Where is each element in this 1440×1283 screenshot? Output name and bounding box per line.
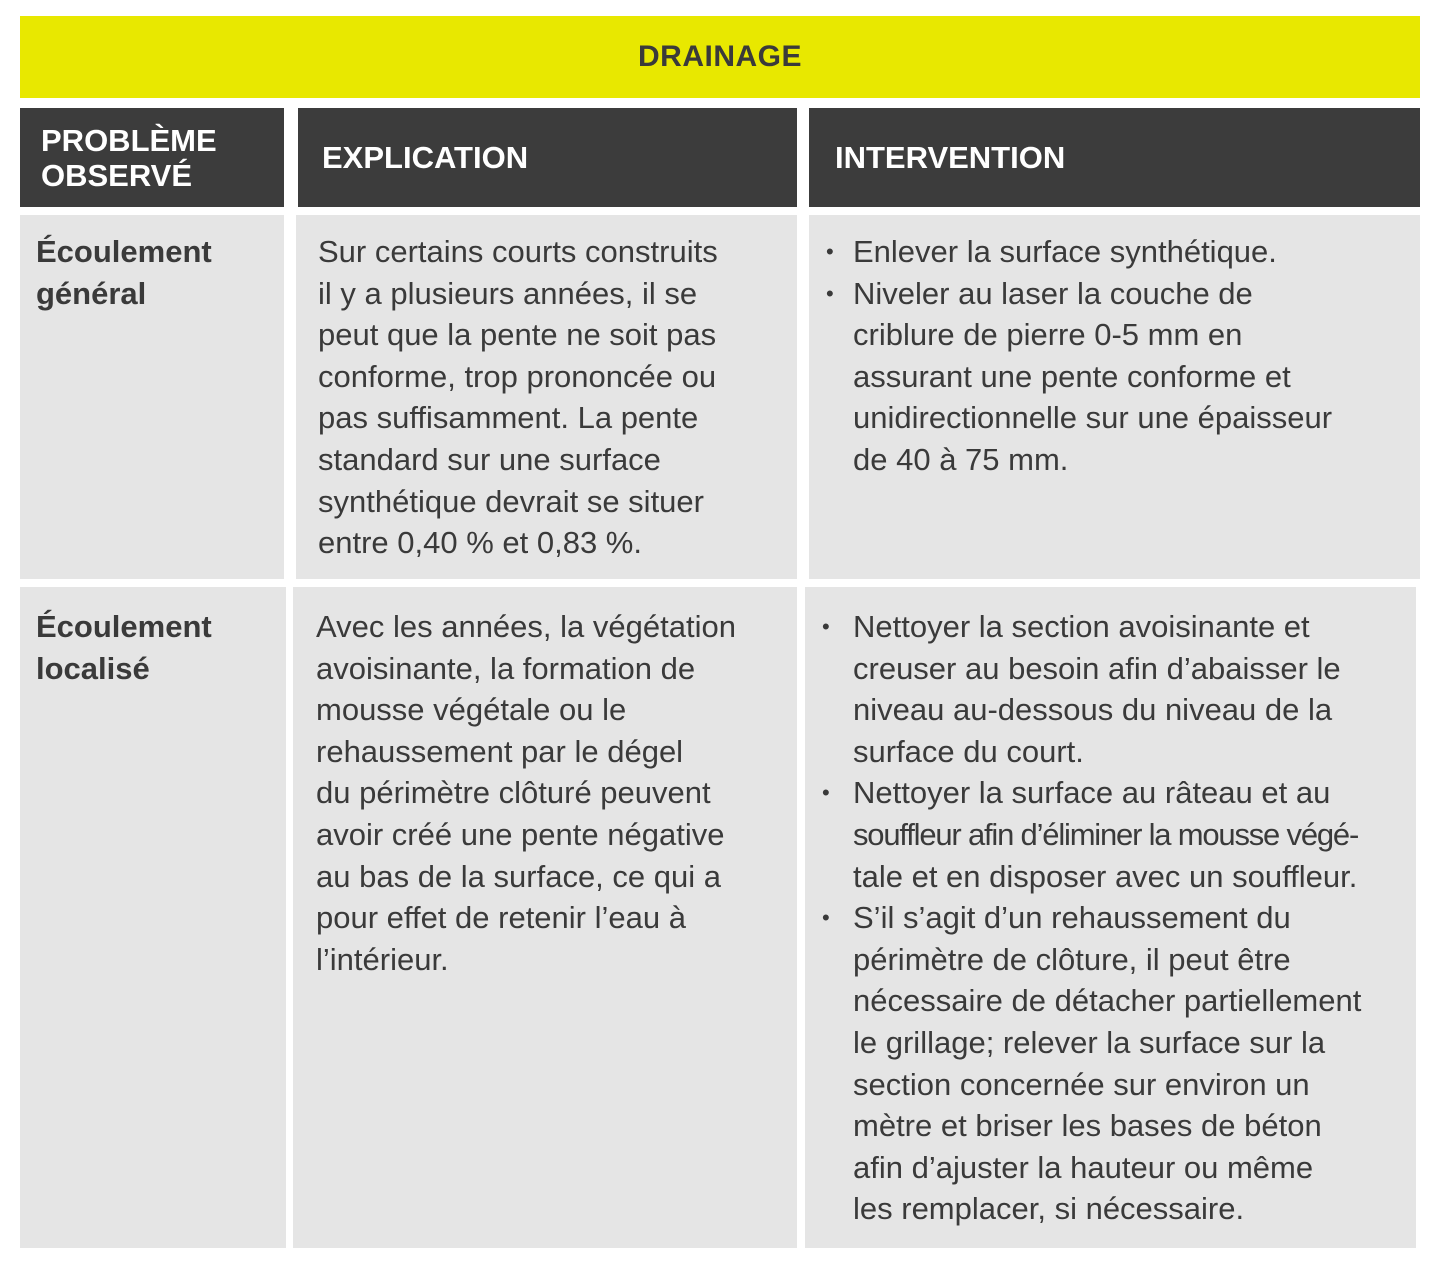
- list-item: [805, 772, 1416, 897]
- row-1-explanation-cell: [296, 215, 797, 579]
- list-item-line: • S’il s’agit d’un rehaussement du: [853, 900, 1291, 936]
- header-explanation: [298, 108, 797, 207]
- list-item-line: section concernée sur environ un: [853, 1066, 1310, 1102]
- row-2-intervention-list: [805, 606, 1416, 1230]
- list-item-line: tale et en disposer avec un souffleur.: [853, 858, 1358, 894]
- list-item-line: • Enlever la surface synthétique.: [853, 234, 1277, 269]
- list-item-line: mètre et briser les bases de béton: [853, 1108, 1322, 1144]
- row-2-explanation-line: Avec les années, la végétation: [316, 609, 736, 644]
- list-item-line: assurant une pente conforme et: [853, 358, 1291, 394]
- row-2-explanation-line: pour effet de retenir l’eau à: [316, 900, 686, 936]
- table-title: DRAINAGE: [637, 40, 802, 73]
- row-1-explanation-line: entre 0,40 % et 0,83 %.: [318, 525, 642, 561]
- row-1-problem-line: général: [36, 275, 147, 311]
- header-problem-line: PROBLÈME: [41, 122, 217, 158]
- list-item-line: périmètre de clôture, il peut être: [853, 941, 1291, 977]
- list-item: [805, 606, 1416, 772]
- row-1-explanation-line: Sur certains courts construits: [318, 234, 718, 269]
- row-1-problem-cell: [20, 215, 284, 579]
- list-item-line: les remplacer, si nécessaire.: [853, 1191, 1245, 1227]
- header-problem: [20, 108, 284, 207]
- row-2-explanation-line: avoisinante, la formation de: [316, 650, 696, 686]
- list-item-line: le grillage; relever la surface sur la: [853, 1024, 1326, 1060]
- row-2-explanation-line: avoir créé une pente négative: [316, 816, 725, 852]
- row-2-explanation-line: du périmètre clôturé peuvent: [316, 775, 711, 811]
- header-explanation-label: EXPLICATION: [322, 140, 529, 175]
- row-1-explanation-line: peut que la pente ne soit pas: [318, 317, 717, 353]
- row-1-explanation-line: il y a plusieurs années, il se: [318, 275, 698, 311]
- list-item: [809, 273, 1420, 481]
- row-1-explanation-line: standard sur une surface: [318, 441, 661, 477]
- list-item-line: • Nettoyer la section avoisinante et: [853, 609, 1310, 644]
- row-2-explanation-cell: [293, 587, 797, 1248]
- row-2-explanation-line: au bas de la surface, ce qui a: [316, 858, 721, 894]
- list-item: [809, 231, 1420, 273]
- list-item-line: criblure de pierre 0-5 mm en: [853, 317, 1243, 353]
- list-item-line: souffleur afin d’éliminer la mousse végé-: [853, 816, 1359, 852]
- header-intervention-label: INTERVENTION: [835, 140, 1066, 175]
- row-1-explanation-line: synthétique devrait se situer: [318, 483, 704, 519]
- row-2-explanation-line: l’intérieur.: [316, 941, 449, 977]
- list-item-line: niveau au-dessous du niveau de la: [853, 692, 1333, 728]
- table-title-bar: [20, 16, 1420, 98]
- row-2-problem-line: Écoulement: [36, 609, 212, 644]
- row-2-problem-cell: [20, 587, 286, 1248]
- row-1-explanation-line: conforme, trop prononcée ou: [318, 358, 717, 394]
- row-2-problem-line: localisé: [36, 650, 150, 686]
- row-1-problem-line: Écoulement: [36, 234, 212, 269]
- list-item: [805, 897, 1416, 1230]
- list-item-line: surface du court.: [853, 733, 1084, 769]
- list-item-line: de 40 à 75 mm.: [853, 441, 1069, 477]
- list-item-line: • Nettoyer la surface au râteau et au: [853, 775, 1331, 811]
- list-item-line: • Niveler au laser la couche de: [853, 275, 1253, 311]
- row-1-intervention-list: [809, 231, 1420, 481]
- row-2-explanation-line: mousse végétale ou le: [316, 692, 627, 728]
- row-1-explanation-line: pas suffisamment. La pente: [318, 400, 699, 436]
- row-1-intervention-cell: [809, 215, 1420, 579]
- list-item-line: afin d’ajuster la hauteur ou même: [853, 1149, 1314, 1185]
- list-item-line: creuser au besoin afin d’abaisser le: [853, 650, 1341, 686]
- row-2-explanation-line: rehaussement par le dégel: [316, 733, 684, 769]
- header-problem-line: OBSERVÉ: [41, 157, 193, 193]
- row-2-intervention-cell: [805, 587, 1416, 1248]
- header-intervention: [809, 108, 1420, 207]
- list-item-line: unidirectionnelle sur une épaisseur: [853, 400, 1333, 436]
- list-item-line: nécessaire de détacher partiellement: [853, 983, 1362, 1019]
